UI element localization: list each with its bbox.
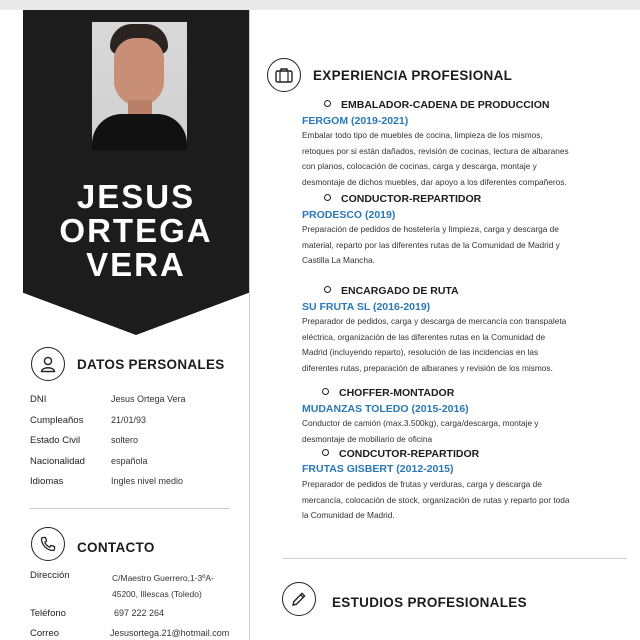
contact-title: CONTACTO xyxy=(77,540,155,555)
info-key: Estado Civil xyxy=(30,435,81,446)
job-description: Preparador de pedidos, carga y descarga de mercancía con transpaleta eléctrica, organización de las diferentes rutas en la Comunidad de Madrid (incluyendo reparto), resolución de las incidencias en las diferentes rutas, preparación de albaranes y revisión de los mismos. xyxy=(302,316,567,373)
bullet-icon xyxy=(324,286,331,293)
bullet-icon xyxy=(324,194,331,201)
job-company: FERGOM (2019-2021) xyxy=(302,115,409,127)
job-company: SU FRUTA SL (2016-2019) xyxy=(302,301,431,313)
section-divider xyxy=(30,508,230,509)
column-divider xyxy=(249,10,250,640)
job-company: MUDANZAS TOLEDO (2015-2016) xyxy=(302,403,469,415)
address-label: Dirección xyxy=(30,570,70,581)
section-divider xyxy=(282,558,627,559)
info-value: Ingles nivel medio xyxy=(111,476,184,486)
personal-title: DATOS PERSONALES xyxy=(77,357,225,372)
phone-label: Teléfono xyxy=(30,608,66,619)
pencil-icon xyxy=(282,582,316,616)
bullet-icon xyxy=(322,449,329,456)
info-key: Cumpleaños xyxy=(30,415,84,426)
address-value: C/Maestro Guerrero,1-3ºA- 45200, Illescas (Toledo) xyxy=(112,573,214,599)
email-value: Jesusortega.21@hotmail.com xyxy=(110,628,230,638)
phone-icon xyxy=(31,527,65,561)
job-description: Conductor de camión (max.3.500kg), carga/descarga, montaje y desmontaje de mobiliario de oficina xyxy=(302,418,539,444)
job-role: CONDCUTOR-REPARTIDOR xyxy=(322,448,479,460)
info-value: 21/01/93 xyxy=(111,415,147,425)
info-value: soltero xyxy=(111,435,139,445)
bullet-icon xyxy=(324,100,331,107)
name-line: JESUS xyxy=(76,178,196,215)
experience-title: EXPERIENCIA PROFESIONAL xyxy=(313,68,513,83)
email-label: Correo xyxy=(30,628,60,639)
studies-title: ESTUDIOS PROFESIONALES xyxy=(332,595,527,610)
job-description: Embalar todo tipo de muebles de cocina, limpieza de los mismos, retoques por si están dañados, revisión de cocinas, lectura de albaranes con planos, colocación de cocinas, carga y descarga, montaje y desmontaje de dichos muebles, dar apoyo a los diferentes compañeros. xyxy=(302,130,569,187)
job-company: PRODESCO (2019) xyxy=(302,209,396,221)
job-description: Preparador de pedidos de frutas y verduras, carga y descarga de mercancía, colocación de stock, organización de rutas y reparto por toda la Comunidad de Madrid. xyxy=(302,479,570,521)
briefcase-icon xyxy=(267,58,301,92)
profile-name xyxy=(23,180,249,282)
info-key: Nacionalidad xyxy=(30,456,85,467)
info-value: Jesus Ortega Vera xyxy=(111,394,186,404)
info-value: española xyxy=(111,456,148,466)
info-key: Idiomas xyxy=(30,476,64,487)
job-role: CHOFFER-MONTADOR xyxy=(322,387,454,399)
job-role: ENCARGADO DE RUTA xyxy=(324,285,459,297)
info-key: DNI xyxy=(30,394,47,405)
job-description: Preparación de pedidos de hostelería y limpieza, carga y descarga de material, reparto por las diferentes rutas de la Comunidad de Madrid y Castilla La Mancha. xyxy=(302,224,560,266)
phone-value: 697 222 264 xyxy=(114,608,165,618)
profile-photo xyxy=(92,22,187,150)
user-icon xyxy=(31,347,65,381)
top-bar xyxy=(0,0,640,10)
bullet-icon xyxy=(322,388,329,395)
job-company: FRUTAS GISBERT (2012-2015) xyxy=(302,463,454,475)
name-line: VERA xyxy=(86,246,186,283)
name-line: ORTEGA xyxy=(59,212,213,249)
job-role: CONDUCTOR-REPARTIDOR xyxy=(324,193,481,205)
job-role: EMBALADOR-CADENA DE PRODUCCION xyxy=(324,99,549,111)
